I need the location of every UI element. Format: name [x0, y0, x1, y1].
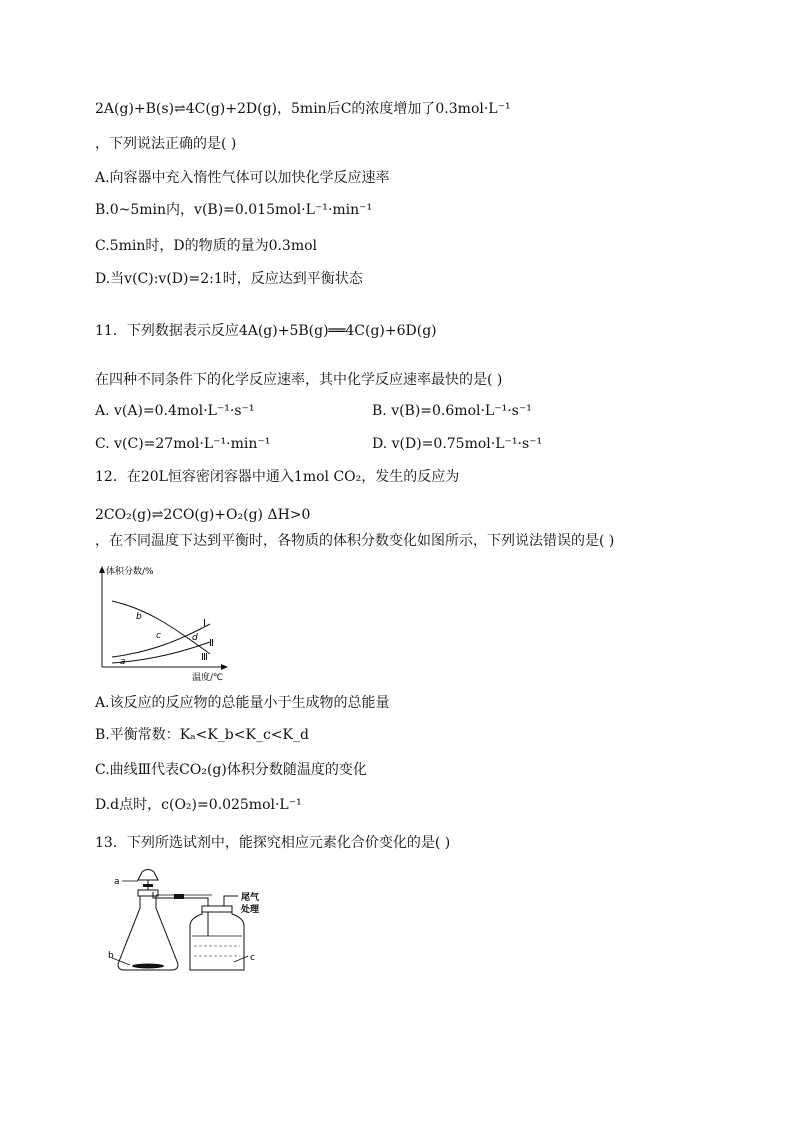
q11-title: 11．下列数据表示反应4A(g)+5B(g)══4C(g)+6D(g) — [95, 323, 437, 339]
point-label-c: c — [156, 631, 161, 641]
x-axis-label: 温度/℃ — [192, 673, 224, 683]
q11-stem: 在四种不同条件下的化学反应速率，其中化学反应速率最快的是( ) — [95, 372, 503, 388]
tube-joint — [174, 894, 184, 899]
q12-title: 12．在20L恒容密闭容器中通入1mol CO₂，发生的反应为 — [95, 469, 460, 485]
q11-option-b: B. v(B)=0.6mol·L⁻¹·s⁻¹ — [372, 403, 532, 419]
q11-option-a: A. v(A)=0.4mol·L⁻¹·s⁻¹ — [95, 403, 255, 419]
exhaust-tube — [224, 896, 238, 906]
curve-ii — [112, 642, 210, 663]
label-c: c — [250, 953, 255, 963]
tail-gas-label-1: 尾气 — [241, 893, 260, 903]
y-axis-label: 体积分数/% — [106, 567, 154, 577]
point-label-b: b — [136, 612, 142, 622]
label-c-leader — [234, 956, 248, 962]
point-label-a: a — [120, 657, 126, 667]
q10-stem: ，下列说法正确的是( ) — [95, 136, 237, 152]
q13-apparatus-figure — [108, 866, 268, 982]
label-a: a — [114, 877, 120, 887]
flask-stopper — [138, 890, 158, 896]
label-b: b — [108, 951, 114, 961]
q11-option-d: D. v(D)=0.75mol·L⁻¹·s⁻¹ — [372, 436, 543, 452]
q12-option-b: B.平衡常数：Kₐ<K_b<K_c<K_d — [95, 727, 309, 743]
q10-option-c: C.5min时，D的物质的量为0.3mol — [95, 238, 318, 254]
point-label-d: d — [192, 633, 198, 643]
q12-stem: ，在不同温度下达到平衡时，各物质的体积分数变化如图所示，下列说法错误的是( ) — [95, 533, 615, 549]
q10-option-a: A.向容器中充入惰性气体可以加快化学反应速率 — [95, 170, 390, 186]
tail-gas-label-2: 处理 — [241, 905, 260, 915]
x-axis-arrow — [221, 664, 228, 670]
q12-option-a: A.该反应的反应物的总能量小于生成物的总能量 — [95, 695, 390, 711]
solid-b — [132, 964, 164, 969]
y-axis-arrow — [99, 566, 105, 573]
q12-option-c: C.曲线Ⅲ代表CO₂(g)体积分数随温度的变化 — [95, 762, 367, 778]
q10-equation: 2A(g)+B(s)⇌4C(g)+2D(g)，5min后C的浓度增加了0.3mol·L⁻¹ — [95, 101, 511, 117]
conical-flask — [118, 892, 178, 970]
funnel-stopcock — [143, 884, 153, 887]
curve-label-iii: Ⅲ — [201, 652, 208, 663]
q12-equation: 2CO₂(g)⇌2CO(g)+O₂(g) ΔH>0 — [95, 507, 311, 523]
q13-title: 13．下列所选试剂中，能探究相应元素化合价变化的是( ) — [95, 835, 451, 851]
q11-option-c: C. v(C)=27mol·L⁻¹·min⁻¹ — [95, 436, 271, 452]
q10-option-d: D.当v(C):v(D)=2:1时，反应达到平衡状态 — [95, 271, 363, 287]
q12-option-d: D.d点时，c(O₂)=0.025mol·L⁻¹ — [95, 797, 302, 813]
q12-volume-fraction-figure — [92, 564, 242, 684]
separatory-funnel — [138, 870, 158, 881]
gas-washing-bottle — [190, 906, 244, 970]
curve-label-i: Ⅰ — [203, 618, 206, 629]
curve-label-ii: Ⅱ — [209, 638, 214, 649]
bottle-stopper — [202, 906, 232, 912]
q10-option-b: B.0~5min内，v(B)=0.015mol·L⁻¹·min⁻¹ — [95, 202, 373, 218]
label-b-leader — [112, 958, 130, 965]
